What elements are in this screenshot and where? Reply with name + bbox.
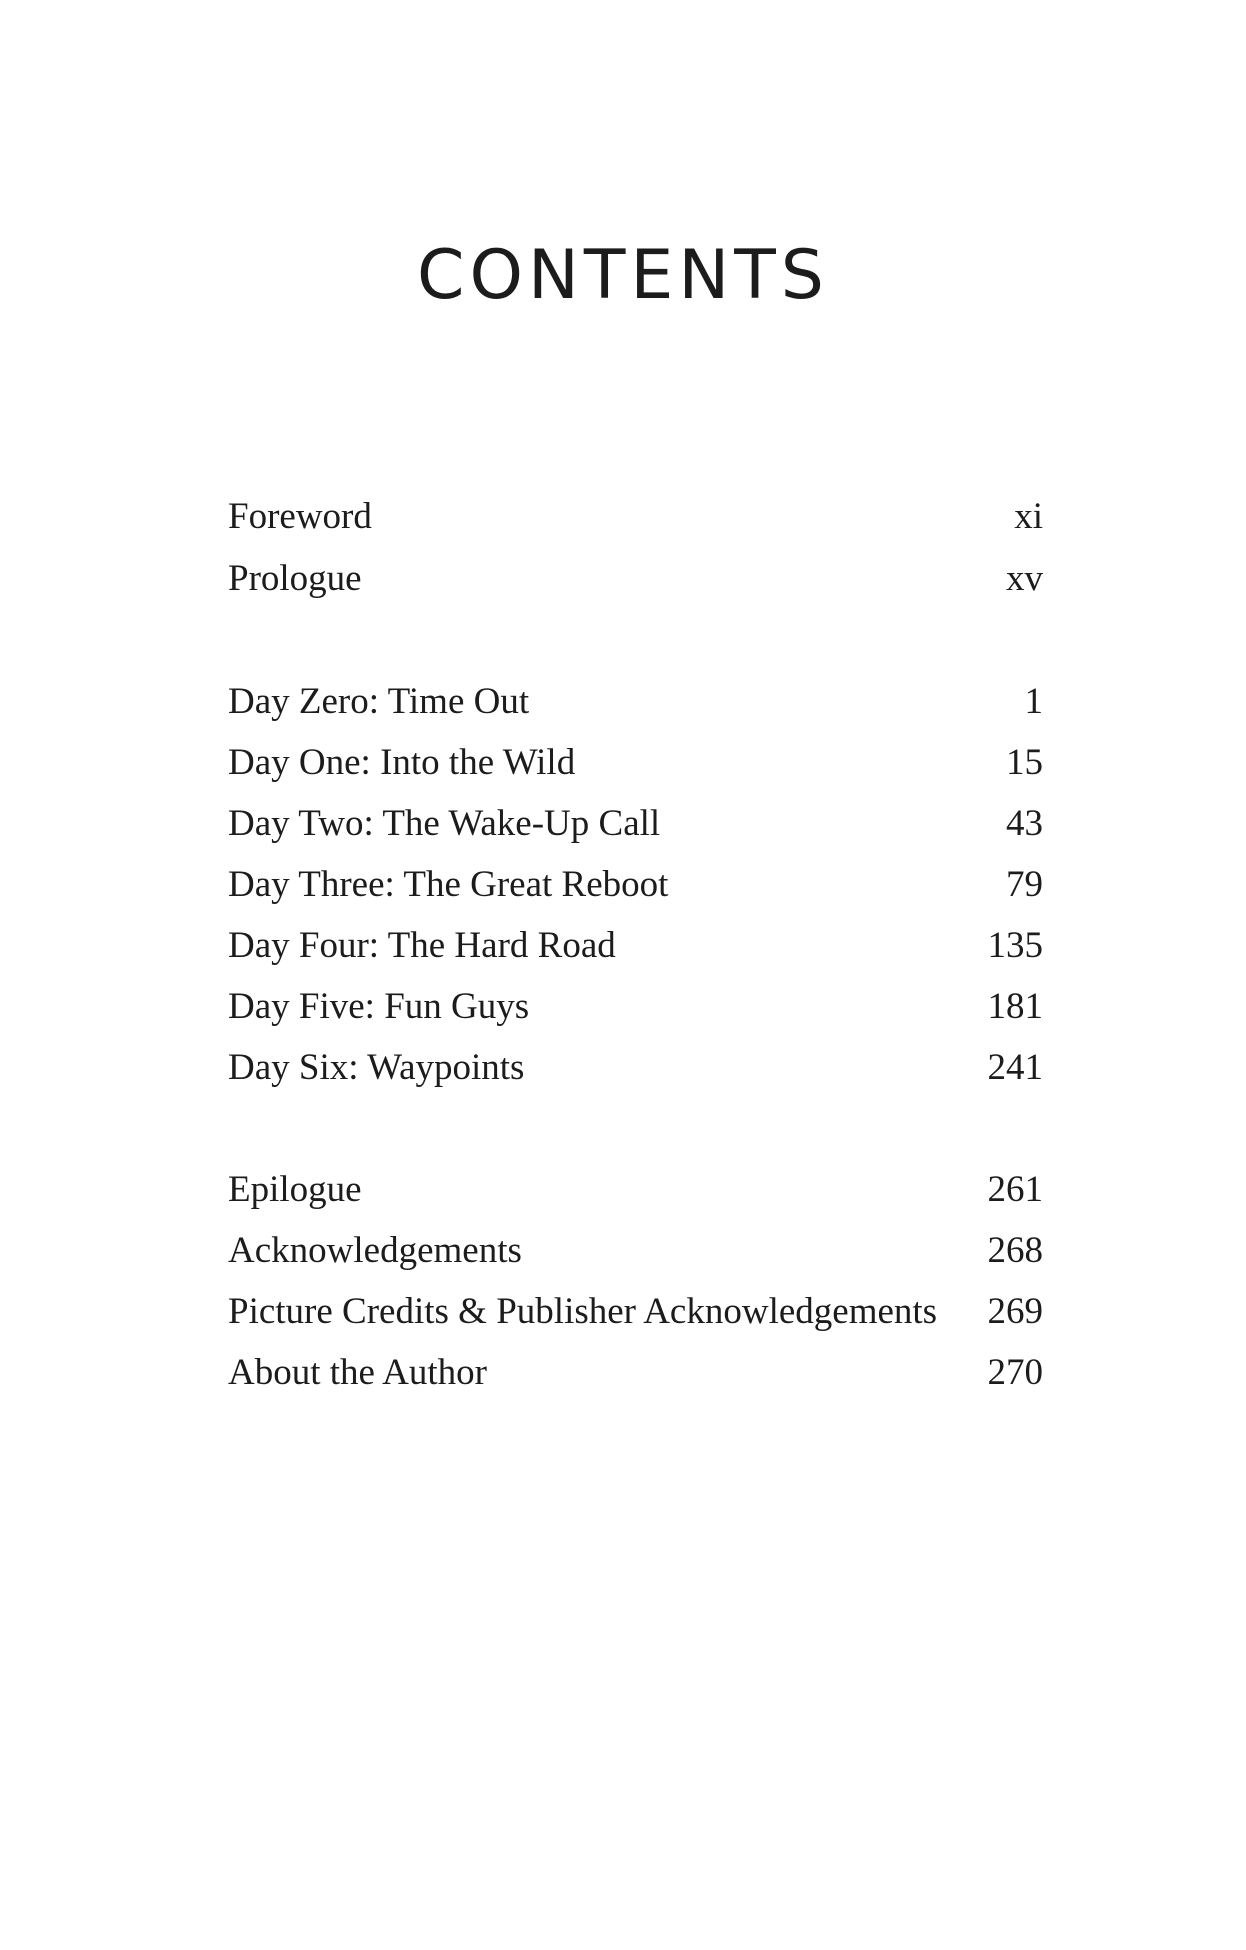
toc-entry-day-five[interactable] bbox=[228, 982, 1043, 1032]
toc-entry-label: Prologue bbox=[228, 558, 362, 599]
toc-entry-page: 270 bbox=[987, 1352, 1043, 1393]
toc-entry-page: xi bbox=[1014, 496, 1043, 537]
toc-entry-page: 261 bbox=[987, 1169, 1043, 1210]
toc-entry-page: 135 bbox=[987, 925, 1043, 966]
toc-entry-page: 15 bbox=[1006, 742, 1043, 783]
page-title: CONTENTS bbox=[417, 236, 829, 315]
toc-entry-day-six[interactable] bbox=[228, 1043, 1043, 1093]
toc-entry-label: Acknowledgements bbox=[228, 1230, 522, 1271]
toc-entry-prologue[interactable] bbox=[228, 554, 1043, 604]
toc-entry-page: 79 bbox=[1006, 864, 1043, 905]
toc-entry-day-four[interactable] bbox=[228, 921, 1043, 971]
toc-entry-acknowledgements[interactable] bbox=[228, 1226, 1043, 1276]
toc-entry-label: Day Four: The Hard Road bbox=[228, 925, 616, 966]
toc-entry-day-two[interactable] bbox=[228, 799, 1043, 849]
toc-entry-label: Day One: Into the Wild bbox=[228, 742, 576, 783]
toc-entry-page: 43 bbox=[1006, 803, 1043, 844]
toc-entry-day-zero[interactable] bbox=[228, 677, 1043, 727]
toc-entry-page: 268 bbox=[987, 1230, 1043, 1271]
toc-entry-label: Day Six: Waypoints bbox=[228, 1047, 525, 1088]
toc-entry-label: Epilogue bbox=[228, 1169, 362, 1210]
toc-entry-day-three[interactable] bbox=[228, 860, 1043, 910]
toc-entry-page: xv bbox=[1006, 558, 1043, 599]
toc-entry-foreword[interactable] bbox=[228, 492, 1043, 542]
toc-entry-page: 241 bbox=[987, 1047, 1043, 1088]
toc-entry-page: 269 bbox=[987, 1291, 1043, 1332]
toc-entry-label: Day Three: The Great Reboot bbox=[228, 864, 669, 905]
toc-entry-day-one[interactable] bbox=[228, 738, 1043, 788]
toc-entry-label: Picture Credits & Publisher Acknowledgements bbox=[228, 1291, 938, 1332]
toc-entry-page: 181 bbox=[987, 986, 1043, 1027]
toc-entry-picture-credits[interactable] bbox=[228, 1287, 1043, 1337]
toc-entry-label: Foreword bbox=[228, 496, 372, 537]
toc-entry-label: About the Author bbox=[228, 1352, 487, 1393]
toc-entry-about-the-author[interactable] bbox=[228, 1348, 1043, 1398]
toc-entry-label: Day Five: Fun Guys bbox=[228, 986, 530, 1027]
toc-entry-label: Day Two: The Wake-Up Call bbox=[228, 803, 661, 844]
toc-entry-label: Day Zero: Time Out bbox=[228, 681, 530, 722]
toc-entry-epilogue[interactable] bbox=[228, 1165, 1043, 1215]
toc-entry-page: 1 bbox=[1024, 681, 1043, 722]
